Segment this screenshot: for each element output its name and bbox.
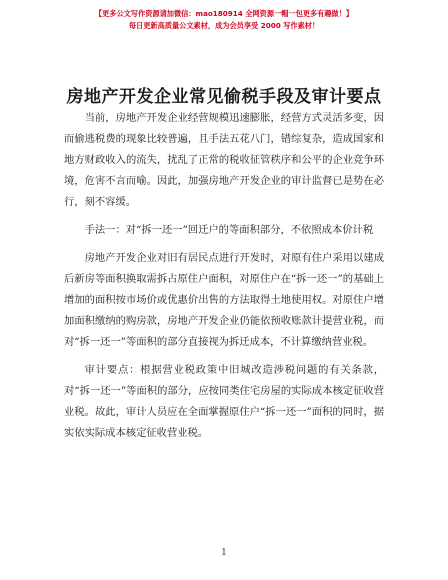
paragraph-intro: 当前，房地产开发企业经营规模迅速膨胀，经营方式灵活多变，因而偷逃税费的现象比较普遍，且手法五花八门，错综复杂，造成国家和地方财政收入的流失，扰乱了正常的税收征管秩序和公平的企业竞争环境，危害不言而喻。因此，加强房地产开发企业的审计监督已是势在必行，刻不容缓。	[64, 112, 384, 208]
page-number: 1	[221, 548, 227, 558]
paragraph-audit-points: 审计要点：根据营业税政策中旧城改造涉税问题的有关条款，对“拆一还一”等面积的部分，应按同类住宅房屋的实际成本核定征收营业税。故此，审计人员应在全面掌握原住户“拆一还一”面积的同时，据实依实际成本核定征收营业税。	[64, 364, 384, 439]
document-title: 房地产开发企业常见偷税手段及审计要点	[66, 87, 382, 107]
paragraph-method-one: 手法一：对“拆一还一”回迁户的等面积部分，不依照成本价计税	[84, 224, 374, 236]
paragraph-method-one-detail: 房地产开发企业对旧有居民点进行开发时，对原有住户采用以建成后新房等面积换取需拆占原住户面积，对原住户在“拆一还一”的基础上增加的面积按市场价或优惠价出售的方法取得土地使用权。对原住户增加面积缴纳的购房款，房地产开发企业仍能依预收账款计提营业税，而对“拆一还一”等面积的部分直接视为拆迁成本，不计算缴纳营业税。	[64, 252, 384, 348]
promo-banner	[0, 8, 448, 32]
promo-banner-line1: 【更多公文写作资源请加微信：mao180914 全网资源一帽一包更多有趣做！】	[94, 9, 354, 18]
promo-banner-line2: 每日更新高质量公文素材，成为会员享受 2000 写作素材！	[128, 21, 320, 30]
document-body	[64, 108, 384, 451]
